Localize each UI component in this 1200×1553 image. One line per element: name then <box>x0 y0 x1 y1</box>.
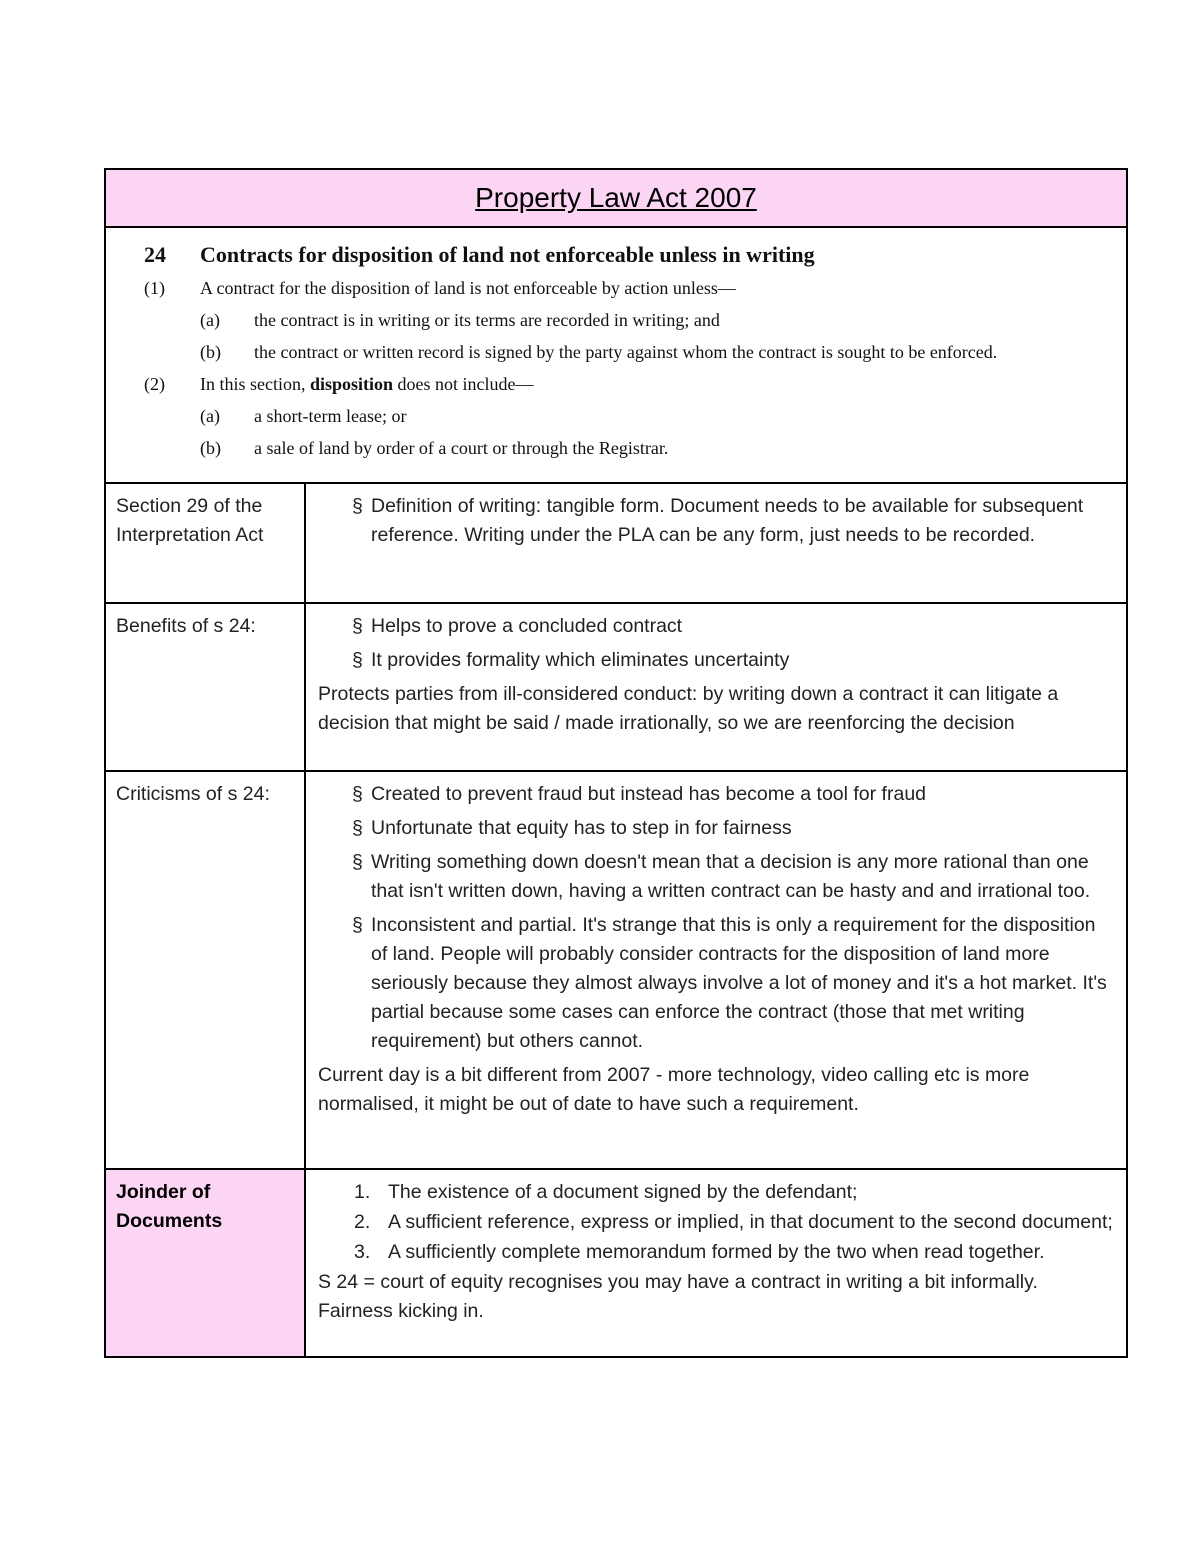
paragraph-number: (a) <box>200 406 220 426</box>
list-item <box>318 646 1116 675</box>
subsection-number: (2) <box>144 374 165 394</box>
list-item <box>318 780 1116 809</box>
defined-term: disposition <box>310 374 394 394</box>
list-item <box>318 911 1116 1056</box>
row-content <box>306 484 1126 602</box>
subsection-text-start: In this section, <box>200 374 310 394</box>
paragraph-text: a short-term lease; or <box>254 406 407 426</box>
bullet-icon: § <box>352 615 363 637</box>
bullet-text: Unfortunate that equity has to step in for fairness <box>371 817 792 839</box>
paragraph-1b <box>144 342 1106 362</box>
bullet-icon: § <box>352 817 363 839</box>
table-row <box>106 772 1126 1170</box>
row-label: Benefits of s 24: <box>106 604 306 770</box>
bullet-icon: § <box>352 495 363 517</box>
paragraph-text: the contract or written record is signed by the party against whom the contract is sought to be enforced. <box>254 342 998 362</box>
bullet-text: Inconsistent and partial. It's strange that this is only a requirement for the disposition of land. People will probably consider contracts for the disposition of land more seriously because they almost always involve a lot of money and it's a hot market. It's partial because some cases can enforce the contract (those that met writing requirement) but others cannot. <box>371 914 1107 1052</box>
bullet-icon: § <box>352 851 363 873</box>
paragraph-text: the contract is in writing or its terms are recorded in writing; and <box>254 310 720 330</box>
row-content <box>306 604 1126 770</box>
list-item <box>318 492 1116 550</box>
paragraph-2b <box>144 438 1106 458</box>
bullet-text: Created to prevent fraud but instead has become a tool for fraud <box>371 783 927 805</box>
subsection-number: (1) <box>144 278 165 298</box>
subsection-text: A contract for the disposition of land is not enforceable by action unless— <box>200 278 736 298</box>
bullet-text: It provides formality which eliminates uncertainty <box>371 649 790 671</box>
section-number: 24 <box>144 242 166 267</box>
paragraph-number: (b) <box>200 438 221 458</box>
subsection-text <box>200 374 534 394</box>
row-label: Section 29 of the Interpretation Act <box>106 484 306 602</box>
list-item <box>318 848 1116 906</box>
table-row <box>106 604 1126 772</box>
row-label: Joinder of Documents <box>106 1170 306 1356</box>
bullet-icon: § <box>352 783 363 805</box>
item-number: 3. <box>354 1241 371 1263</box>
list-item <box>318 814 1116 843</box>
paragraph-number: (b) <box>200 342 221 362</box>
paragraph: S 24 = court of equity recognises you may have a contract in writing a bit informally. Fairness kicking in. <box>318 1271 1038 1322</box>
row-content <box>306 772 1126 1168</box>
statute-extract <box>106 228 1126 484</box>
subsection-1 <box>144 278 1106 298</box>
section-title: Contracts for disposition of land not enforceable unless in writing <box>200 242 815 267</box>
table-row <box>106 484 1126 604</box>
bullet-text: Definition of writing: tangible form. Document needs to be available for subsequent reference. Writing under the PLA can be any form, just needs to be recorded. <box>371 495 1084 546</box>
list-item <box>318 1208 1116 1237</box>
paragraph: Protects parties from ill-considered conduct: by writing down a contract it can litigate a decision that might be said / made irrationally, so we are reenforcing the decision <box>318 683 1059 734</box>
row-label: Criticisms of s 24: <box>106 772 306 1168</box>
paragraph-2a <box>144 406 1106 426</box>
item-number: 2. <box>354 1211 371 1233</box>
list-item <box>318 1238 1116 1267</box>
item-text: The existence of a document signed by the defendant; <box>388 1181 858 1203</box>
notes-table <box>104 168 1128 1358</box>
section-heading <box>144 242 1106 268</box>
bullet-text: Writing something down doesn't mean that a decision is any more rational than one that isn't written down, having a written contract can be hasty and and irrational too. <box>371 851 1091 902</box>
item-text: A sufficient reference, express or implied, in that document to the second document; <box>388 1211 1113 1233</box>
bullet-text: Helps to prove a concluded contract <box>371 615 683 637</box>
item-number: 1. <box>354 1181 371 1203</box>
paragraph-text: a sale of land by order of a court or through the Registrar. <box>254 438 669 458</box>
paragraph-1a <box>144 310 1106 330</box>
subsection-2 <box>144 374 1106 394</box>
list-item <box>318 612 1116 641</box>
subsection-text-end: does not include— <box>393 374 534 394</box>
bullet-icon: § <box>352 914 363 936</box>
item-text: A sufficiently complete memorandum formed by the two when read together. <box>388 1241 1045 1263</box>
paragraph-number: (a) <box>200 310 220 330</box>
row-content <box>306 1170 1126 1356</box>
document-title: Property Law Act 2007 <box>106 170 1126 228</box>
paragraph: Current day is a bit different from 2007 - more technology, video calling etc is more normalised, it might be out of date to have such a requirement. <box>318 1064 1030 1115</box>
list-item <box>318 1178 1116 1207</box>
table-row <box>106 1170 1126 1356</box>
bullet-icon: § <box>352 649 363 671</box>
